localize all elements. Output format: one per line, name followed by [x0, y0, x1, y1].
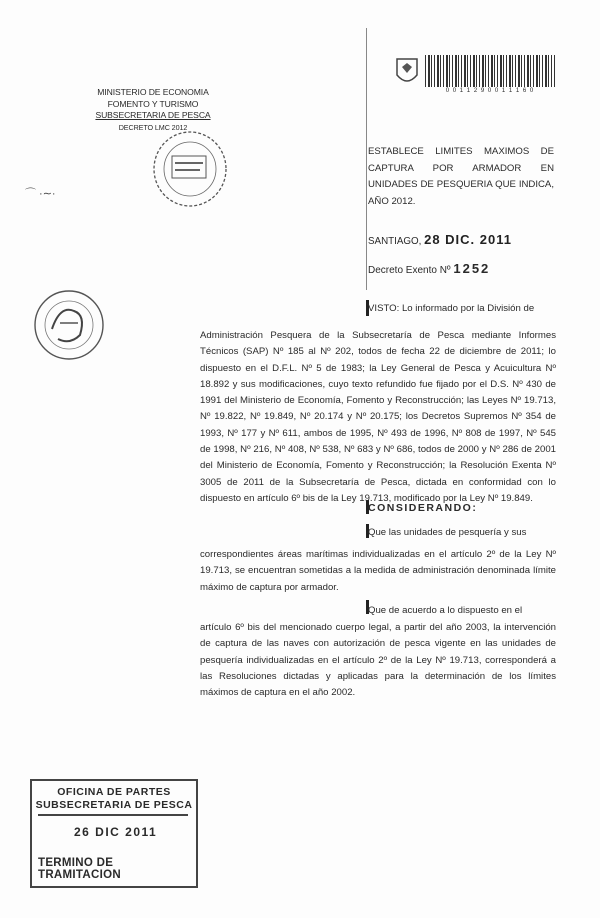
decree-number: 1252	[453, 261, 491, 276]
considerando-1-start: Que las unidades de pesquería y sus	[368, 527, 527, 538]
oficina-partes-stamp	[30, 779, 198, 888]
stamp-line-subsecretaria: SUBSECRETARIA DE PESCA	[35, 799, 193, 811]
header-line-fomento: FOMENTO Y TURISMO	[107, 98, 199, 109]
visto-paragraph: Administración Pesquera de la Subsecretaría de Pesca mediante Informes Técnicos (SAP) Nº 185 al Nº 202, todos de fecha 22 de diciembre de 2011; lo dispuesto en el D.F.L. Nº 5 de 1983; la Ley General de Pesca y Acuicultura Nº 18.892 y sus modificaciones, cuyo texto refundido fue fijado por el D.S. Nº 430 de 1991 del Ministerio de Economía, Fomento y Reconstrucción; las Leyes Nº 19.713, Nº 19.822, Nº 19.849, Nº 20.174 y Nº 20.175; los Decretos Supremos Nº 354 de 1993, Nº 177 y Nº 611, ambos de 1995, Nº 493 de 1996, Nº 808 de 1997, Nº 545 de 1998, Nº 216, Nº 408, Nº 538, Nº 683 y Nº 686, todos de 2000 y Nº 286 de 2001 del Ministerio de Economía, Fomento y Reconstrucción; la Resolución Exenta Nº 3005 de 2011 de la Subsecretaría de Pesca, dictada en conformidad con lo dispuesto en artículo 6º bis de la Ley 19.713, modificado por la Ley Nº 19.849.	[200, 330, 556, 504]
decree-date	[368, 232, 512, 247]
header-decree-code: DECRETO LMC 2012	[118, 122, 188, 132]
decree-title: ESTABLECE LIMITES MAXIMOS DE CAPTURA POR ARMADOR EN UNIDADES DE PESQUERIA QUE INDICA, AÑO 2012.	[368, 146, 554, 207]
division-juridica-round-seal	[150, 128, 230, 210]
barcode-number: 0 0 1 1 2 9 0 0 1 1 1 6 0	[445, 88, 535, 94]
ministry-seal-stamp	[30, 285, 108, 365]
stamp-line-termino: TERMINO DE TRAMITACION	[38, 857, 121, 881]
stamp-line-oficina: OFICINA DE PARTES	[57, 786, 171, 798]
stamp-rule	[38, 814, 188, 816]
stamp-date: 26 DIC 2011	[74, 825, 158, 839]
considerando-1-paragraph: correspondientes áreas marítimas individualizadas en el artículo 2º de la Ley Nº 19.713, se encuentran sometidas a la medida de administración denominada límite máximo de captura por armador.	[200, 549, 556, 593]
date-value: 28 DIC. 2011	[424, 232, 512, 247]
header-line-ministry: MINISTERIO DE ECONOMIA	[97, 87, 209, 97]
ministry-header	[88, 87, 218, 133]
visto-paragraph-start: VISTO: Lo informado por la División de	[368, 303, 535, 314]
date-place: SANTIAGO,	[368, 236, 422, 247]
header-line-subsecretaria: SUBSECRETARIA DE PESCA	[95, 110, 211, 120]
chile-crest-icon	[394, 55, 420, 89]
decree-number-line	[368, 261, 490, 276]
document-barcode	[425, 55, 555, 87]
considerando-heading: CONSIDERANDO:	[368, 502, 478, 514]
margin-line	[366, 28, 367, 290]
considerando-2-paragraph: artículo 6º bis del mencionado cuerpo legal, a partir del año 2003, la intervención de captura de las naves con autorización de pesca vigente en las unidades de pesquería individualizadas en el artículo 2º de la Ley Nº 19.713, corresponderá a las Resoluciones dictadas y aplicadas para la determinación de los límites máximos de captura en el año 2002.	[200, 622, 556, 699]
handwritten-mark: ⌒ ·∼·	[25, 188, 56, 200]
decree-label: Decreto Exento Nº	[368, 265, 451, 276]
considerando-2-start: Que de acuerdo a lo dispuesto en el	[368, 605, 523, 616]
